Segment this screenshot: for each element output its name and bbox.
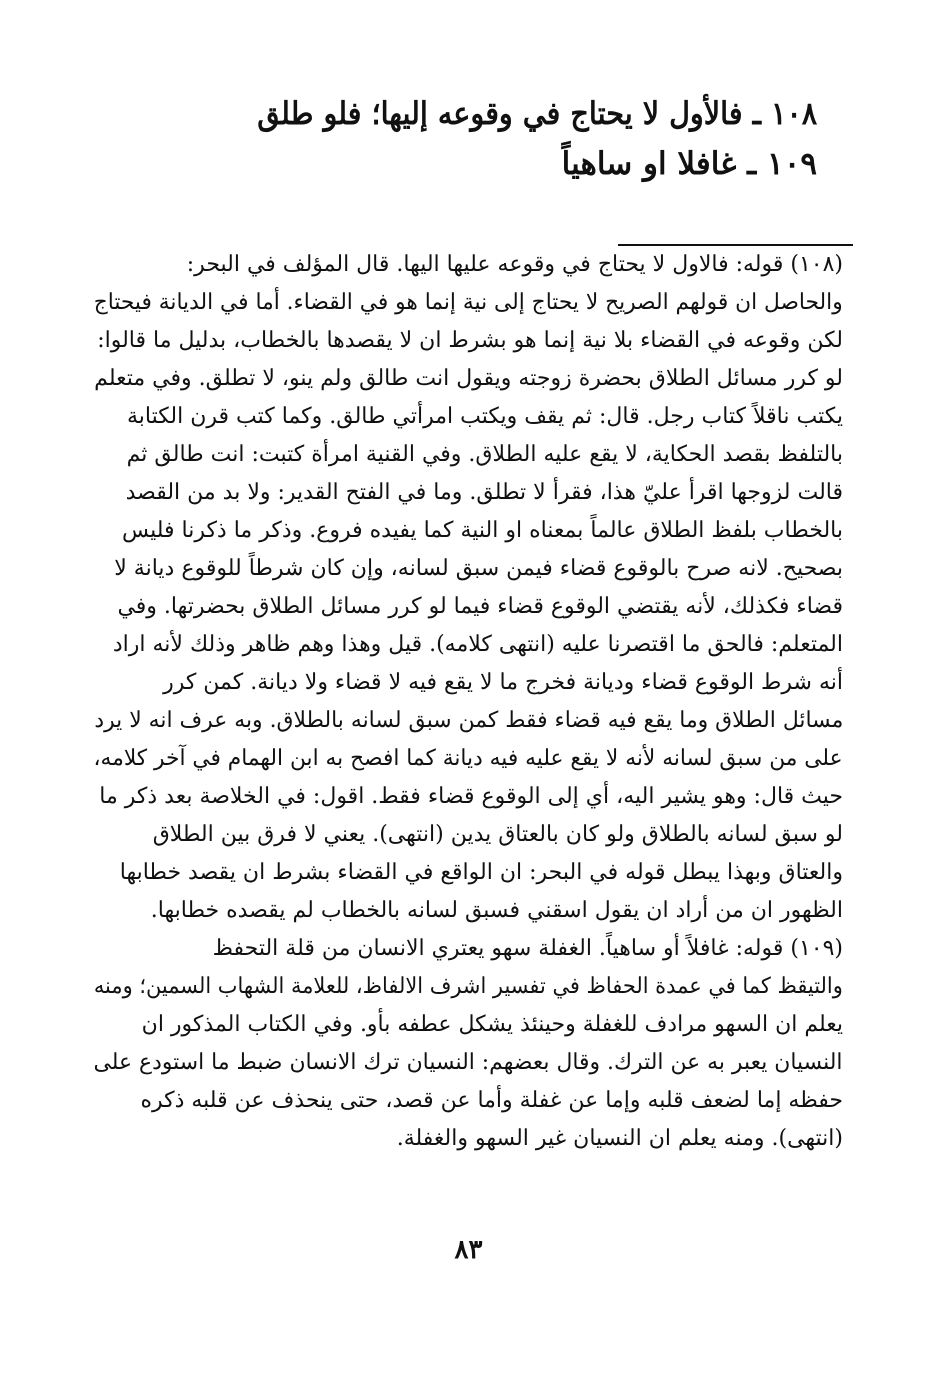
footnote-line: النسيان يعبر به عن الترك. وقال بعضهم: النسيان ترك الانسان ضبط ما استودع على: [94, 1050, 843, 1075]
footnote-line: (١٠٨) قوله: فالاول لا يحتاج في وقوعه عليها اليها. قال المؤلف في البحر:: [186, 252, 843, 277]
footnote-line: مسائل الطلاق وما يقع فيه قضاء فقط كمن سبق لسانه بالطلاق. وبه عرف انه لا يرد: [94, 708, 843, 733]
footnote-line: والعتاق وبهذا يبطل قوله في البحر: ان الواقع في القضاء بشرط ان يقصد خطابها: [119, 860, 843, 885]
footnote-line: لكن وقوعه في القضاء بلا نية إنما هو بشرط ان لا يقصدها بالخطاب، بدليل ما قالوا:: [97, 328, 843, 353]
footnote-line: قضاء فكذلك، لأنه يقتضي الوقوع قضاء فيما لو كرر مسائل الطلاق بحضرتها. وفي: [117, 594, 843, 619]
footnote-line: والتيقظ كما في عمدة الحفاظ في تفسير اشرف الالفاظ، للعلامة الشهاب السمين؛ ومنه: [94, 974, 843, 999]
footnote-line: بالخطاب بلفظ الطلاق عالماً بمعناه او النية كما يفيده فروع. وذكر ما ذكرنا فليس: [122, 518, 843, 543]
main-text-line-109: ١٠٩ ـ غافلا او ساهياً: [561, 146, 817, 182]
footnote-line: لو كرر مسائل الطلاق بحضرة زوجته ويقول انت طالق ولم ينو، لا تطلق. وفي متعلم: [94, 366, 843, 391]
footnote-line: المتعلم: فالحق ما اقتصرنا عليه (انتهى كلامه). قيل وهذا وهم ظاهر وذلك لأنه اراد: [112, 632, 843, 657]
footnote-divider: [618, 244, 853, 246]
footnote-line: على من سبق لسانه لأنه لا يقع عليه فيه ديانة كما افصح به ابن الهمام في آخر كلامه،: [94, 746, 843, 771]
footnote-line: بصحيح. لانه صرح بالوقوع قضاء فيمن سبق لسانه، وإن كان شرطاً للوقوع ديانة لا: [114, 556, 843, 581]
footnote-line: يعلم ان السهو مرادف للغفلة وحينئذ يشكل عطفه بأو. وفي الكتاب المذكور ان: [141, 1012, 843, 1037]
footnote-line: (انتهى). ومنه يعلم ان النسيان غير السهو والغفلة.: [396, 1126, 843, 1151]
footnote-line: حفظه إما لضعف قلبه وإما عن غفلة وأما عن قصد، حتى ينحذف عن قلبه ذكره: [140, 1088, 843, 1113]
footnote-line: يكتب ناقلاً كتاب رجل. قال: ثم يقف ويكتب امرأتي طالق. وكما كتب قرن الكتابة: [127, 404, 843, 429]
footnote-line: بالتلفظ بقصد الحكاية، لا يقع عليه الطلاق. وفي القنية امرأة كتبت: انت طالق ثم: [126, 442, 843, 467]
footnote-line: (١٠٩) قوله: غافلاً أو ساهياً. الغفلة سهو يعتري الانسان من قلة التحفظ: [212, 936, 843, 961]
footnote-line: حيث قال: وهو يشير اليه، أي إلى الوقوع قضاء فقط. اقول: في الخلاصة بعد ذكر ما: [99, 784, 843, 809]
footnote-line: قالت لزوجها اقرأ عليّ هذا، فقرأ لا تطلق. وما في الفتح القدير: ولا بد من القصد: [125, 480, 843, 505]
footnote-line: أنه شرط الوقوع قضاء وديانة فخرج ما لا يقع فيه لا قضاء ولا ديانة. كمن كرر: [163, 670, 843, 695]
main-text-line-108: ١٠٨ ـ فالأول لا يحتاج في وقوعه إليها؛ فلو طلق: [257, 96, 817, 132]
footnote-line: الظهور ان من أراد ان يقول اسقني فسبق لسانه بالخطاب لم يقصده خطابها.: [150, 898, 843, 923]
page-number: ٨٣: [454, 1235, 483, 1265]
footnote-line: والحاصل ان قولهم الصريح لا يحتاج إلى نية إنما هو في القضاء. أما في الديانة فيحتاج: [94, 290, 843, 315]
footnote-line: لو سبق لسانه بالطلاق ولو كان بالعتاق يدين (انتهى). يعني لا فرق بين الطلاق: [152, 822, 843, 847]
